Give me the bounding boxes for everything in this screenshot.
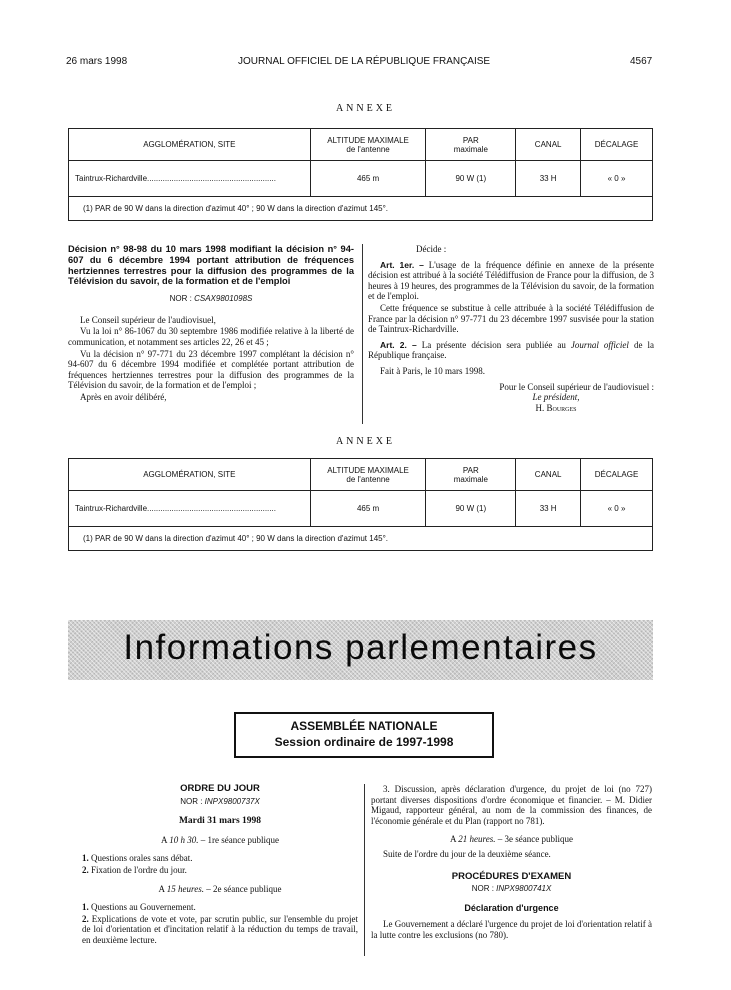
seance-2	[82, 884, 358, 895]
procedures-subtitle: Déclaration d'urgence	[464, 902, 559, 913]
list-item	[371, 784, 652, 826]
nor-label: NOR :	[471, 884, 494, 894]
decision-intro: Le Conseil supérieur de l'audiovisuel,	[80, 314, 216, 325]
ordre-du-jour-right-column	[371, 784, 652, 942]
col-header-par	[426, 459, 516, 491]
cell-par: 90 W (1)	[426, 491, 516, 527]
site-name: Taintrux-Richardville	[75, 174, 148, 183]
item-text: Discussion, après déclaration d'urgence, du projet de loi (no 727) portant diverses dispositions d'ordre économique et financier. – M. Didier Migaud, rapporteur général, au nom de la commission des finances, de l'économie générale et du Plan (rapport no 781).	[371, 784, 653, 826]
col-header-decalage: DÉCALAGE	[581, 129, 653, 161]
ordre-du-jour-day: Mardi 31 mars 1998	[178, 816, 262, 827]
decision-vu-2: Vu la décision n° 97-771 du 23 décembre 1997 complétant la décision n° 94-607 du 6 décembre 1994 modifiée et complétée portant attribution de fréquences hertziennes terrestres pour la diffusion des programmes de la Télévision du savoir, de la formation et de l'emploi ;	[68, 348, 354, 391]
item-number: 2.	[82, 913, 89, 924]
note-row	[69, 527, 653, 551]
dot-leader: ..........................................................	[147, 504, 276, 513]
decision-article-2	[368, 340, 654, 361]
cell-decalage: « 0 »	[581, 161, 653, 197]
col-header-site: AGGLOMÉRATION, SITE	[69, 459, 311, 491]
decision-vu-1: Vu la loi n° 86-1067 du 30 septembre 1986 modifiée relative à la liberté de communication, et notamment ses articles 22, 26 et 45 ;	[68, 326, 354, 347]
table-row	[69, 491, 653, 527]
ordre-du-jour-title: ORDRE DU JOUR	[180, 783, 260, 794]
article-2-journal: Journal officiel	[570, 339, 629, 350]
nor-code: INPX9800737X	[204, 796, 260, 806]
table-row	[69, 161, 653, 197]
item-number: 1.	[82, 902, 89, 913]
seance-2-label: – 2e séance publique	[206, 883, 282, 894]
item-text: Explications de vote et vote, par scrutin public, sur l'ensemble du projet de loi d'orientation et d'incitation relatif à la réduction du temps de travail, en deuxième lecture.	[82, 913, 358, 945]
col-header-canal: CANAL	[516, 459, 581, 491]
col-header-altitude	[310, 129, 426, 161]
col-header-decalage: DÉCALAGE	[581, 459, 653, 491]
seance-1-label: – 1re séance publique	[200, 834, 279, 845]
decision-apres: Après en avoir délibéré,	[80, 391, 167, 402]
assemblee-title: ASSEMBLÉE NATIONALE	[290, 719, 438, 733]
banner-title: Informations parlementaires	[123, 628, 598, 667]
cell-site	[69, 161, 311, 197]
cell-canal: 33 H	[516, 161, 581, 197]
cell-decalage: « 0 »	[581, 491, 653, 527]
header-page-number: 4567	[630, 56, 653, 67]
dot-leader: ..........................................................	[147, 174, 276, 183]
table-footnote: (1) PAR de 90 W dans la direction d'azimut 40° ; 90 W dans la direction d'azimut 145°.	[69, 197, 653, 221]
site-name: Taintrux-Richardville	[75, 504, 148, 513]
annex-table	[68, 458, 653, 551]
item-text: Questions au Gouvernement.	[91, 902, 196, 913]
note-row	[69, 197, 653, 221]
item-number: 2.	[82, 864, 89, 875]
cell-altitude: 465 m	[310, 491, 426, 527]
list-item	[82, 853, 358, 864]
col-header-par	[426, 129, 516, 161]
nor-label: NOR :	[169, 294, 192, 304]
decision-decide: Décide :	[416, 244, 447, 254]
article-2-text-a: La présente décision sera publiée au	[421, 339, 566, 350]
item-number: 1.	[82, 853, 89, 864]
par-header-line2: maximale	[453, 144, 488, 154]
item-number: 3.	[383, 784, 390, 794]
annex-table	[68, 128, 653, 221]
par-header-line1: PAR	[462, 465, 479, 475]
decision-president	[368, 392, 654, 403]
president-label: Le président,	[532, 392, 580, 403]
table-footnote: (1) PAR de 90 W dans la direction d'azimut 40° ; 90 W dans la direction d'azimut 145°.	[69, 527, 653, 551]
altitude-header-line2: de l'antenne	[346, 474, 390, 484]
decision-nor	[68, 294, 354, 305]
par-header-line2: maximale	[453, 474, 488, 484]
section-banner	[68, 620, 653, 680]
annexe-title: ANNEXE	[335, 436, 396, 447]
annexe-title: ANNEXE	[335, 103, 396, 114]
signatory: H. Bourges	[535, 402, 577, 413]
seance-3-label: – 3e séance publique	[497, 834, 573, 845]
assemblee-session: Session ordinaire de 1997-1998	[274, 735, 454, 749]
seance-3-time: 21 heures.	[458, 834, 496, 845]
annex-header-row	[69, 459, 653, 491]
seance-3-pre: A	[450, 834, 457, 845]
article-1-text: L'usage de la fréquence définie en annexe de la présente décision est attribué à la société Télédiffusion de France pour la diffusion, de 3 heures à 19 heures, des programmes de la Télévision du savoir, de la formation et de l'emploi.	[368, 259, 655, 302]
item-text: Questions orales sans débat.	[91, 853, 193, 864]
decision-article-1-cont: Cette fréquence se substitue à celle attribuée à la société Télédiffusion de France par la décision n° 97-771 du 23 décembre 1997 susvisée pour la station de Taintrux-Richardville.	[368, 302, 654, 335]
item-text: Fixation de l'ordre du jour.	[91, 864, 187, 875]
decision-signature	[368, 403, 654, 414]
nor-label: NOR :	[180, 796, 203, 806]
ordre-du-jour-column	[82, 784, 358, 947]
seance-1	[82, 835, 358, 846]
header-date: 26 mars 1998	[66, 56, 128, 67]
decision-fait: Fait à Paris, le 10 mars 1998.	[380, 365, 485, 376]
par-header-line1: PAR	[462, 135, 479, 145]
decision-left-column	[68, 244, 354, 404]
article-1-label: Art. 1er. –	[380, 259, 424, 270]
header-journal-title: JOURNAL OFFICIEL DE LA RÉPUBLIQUE FRANÇAISE	[238, 56, 491, 67]
decision-title: Décision n° 98-98 du 10 mars 1998 modifiant la décision n° 94-607 du 6 décembre 1994 portant attribution de fréquences hertziennes terrestres pour la diffusion des programmes de la Télévision du savoir, de la formation et de l'emploi	[68, 244, 354, 287]
col-header-canal: CANAL	[516, 129, 581, 161]
decision-article-1	[368, 260, 654, 302]
seance-3	[371, 834, 652, 845]
seance-2-pre: A	[158, 883, 165, 894]
list-item	[82, 902, 358, 913]
cell-canal: 33 H	[516, 491, 581, 527]
decision-pour: Pour le Conseil supérieur de l'audiovisuel :	[499, 381, 654, 392]
article-2-label: Art. 2. –	[380, 339, 417, 350]
procedures-nor	[371, 884, 652, 895]
col-header-site: AGGLOMÉRATION, SITE	[69, 129, 311, 161]
cell-site	[69, 491, 311, 527]
nor-code: INPX9800741X	[496, 884, 552, 894]
column-divider	[362, 244, 363, 424]
decision-right-column	[368, 244, 654, 413]
altitude-header-line1: ALTITUDE MAXIMALE	[327, 465, 409, 475]
altitude-header-line2: de l'antenne	[346, 144, 390, 154]
seance-1-pre: A	[161, 834, 168, 845]
procedures-text: Le Gouvernement a déclaré l'urgence du projet de loi d'orientation relatif à la lutte contre les exclusions (no 780).	[371, 919, 652, 940]
cell-altitude: 465 m	[310, 161, 426, 197]
col-header-altitude	[310, 459, 426, 491]
ordre-du-jour-suite: Suite de l'ordre du jour de la deuxième séance.	[383, 848, 551, 859]
seance-1-time: 10 h 30.	[169, 834, 199, 845]
procedures-title: PROCÉDURES D'EXAMEN	[451, 870, 572, 882]
nor-code: CSAX9801098S	[194, 294, 253, 304]
annex-header-row	[69, 129, 653, 161]
column-divider	[364, 784, 365, 956]
list-item	[82, 914, 358, 946]
seance-2-time: 15 heures.	[166, 883, 204, 894]
article-2-text-b: de la République française.	[368, 339, 654, 361]
altitude-header-line1: ALTITUDE MAXIMALE	[327, 135, 409, 145]
assemblee-box	[234, 712, 494, 758]
ordre-du-jour-nor	[82, 797, 358, 808]
list-item	[82, 865, 358, 876]
cell-par: 90 W (1)	[426, 161, 516, 197]
